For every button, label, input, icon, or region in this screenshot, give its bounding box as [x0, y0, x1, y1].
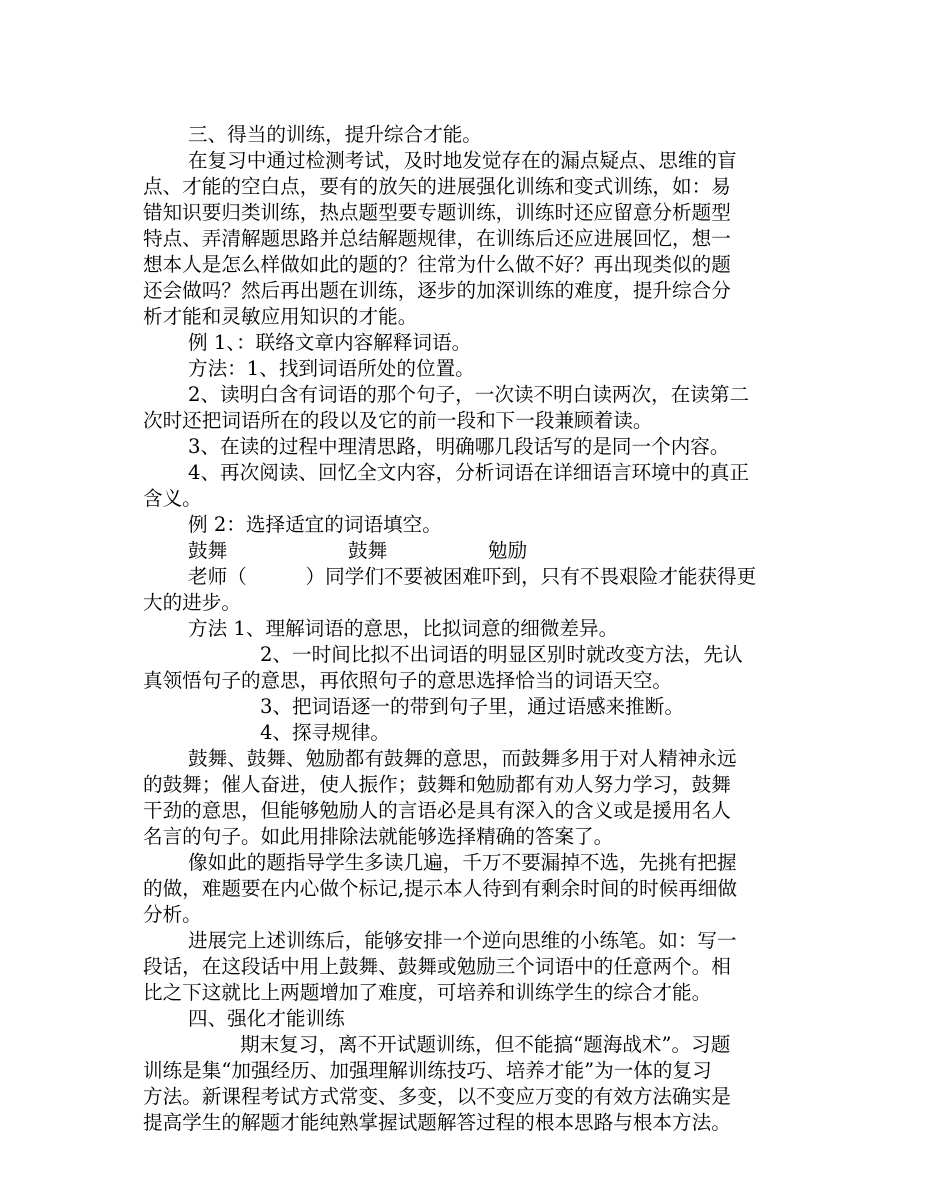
paragraph-line: 的鼓舞；催人奋进，使人振作；鼓舞和勉励都有劝人努力学习，鼓舞 — [143, 773, 731, 796]
section-heading-3: 三、得当的训练，提升综合才能。 — [188, 123, 482, 146]
method-line: 3、把词语逐一的带到句子里，通过语感来推断。 — [260, 695, 684, 718]
paragraph-line: 段话，在这段话中用上鼓舞、鼓舞或勉励三个词语中的任意两个。相 — [143, 955, 731, 978]
paragraph-line: 像如此的题指导学生多读几遍，千万不要漏掉不选，先挑有把握 — [188, 851, 737, 874]
paragraph-line: 还会做吗？然后再出题在训练，逐步的加深训练的难度，提升综合分 — [143, 279, 731, 302]
section-heading-4: 四、强化才能训练 — [188, 1007, 345, 1030]
paragraph-line: 在复习中通过检测考试，及时地发觉存在的漏点疑点、思维的盲 — [188, 149, 737, 172]
paragraph-line: 3、在读的过程中理清思路，明确哪几段话写的是同一个内容。 — [188, 435, 730, 458]
paragraph-line: 鼓舞、鼓舞、勉励都有鼓舞的意思，而鼓舞多用于对人精神永远 — [188, 747, 737, 770]
paragraph-line: 次时还把词语所在的段以及它的前一段和下一段兼顾着读。 — [143, 409, 653, 432]
paragraph-line: 比之下这就比上两题增加了难度，可培养和训练学生的综合才能。 — [143, 981, 712, 1004]
paragraph-line: 名言的句子。如此用排除法就能够选择精确的答案了。 — [143, 825, 614, 848]
paragraph-line: 大的进步。 — [143, 591, 241, 614]
paragraph-line: 错知识要归类训练，热点题型要专题训练，训练时还应留意分析题型 — [143, 201, 731, 224]
example-1-heading: 例 1、：联络文章内容解释词语。 — [188, 331, 472, 354]
method-line: 2、一时间比拟不出词语的明显区别时就改变方法，先认 — [260, 643, 743, 666]
paragraph-line: 期末复习，离不开试题训练，但不能搞“题海战术”。习题 — [240, 1033, 731, 1056]
method-line: 方法 1、理解词语的意思，比拟词意的细微差异。 — [188, 617, 619, 640]
example-2-heading: 例 2：选择适宜的词语填空。 — [188, 513, 442, 536]
paragraph-line: 4、再次阅读、回忆全文内容，分析词语在详细语言环境中的真正 — [188, 461, 750, 484]
paragraph-line: 点、才能的空白点，要有的放矢的进展强化训练和变式训练，如：易 — [143, 175, 731, 198]
paragraph-line: 的做，难题要在内心做个标记,提示本人待到有剩余时间的时候再细做 — [143, 877, 738, 900]
paragraph-line: 2、读明白含有词语的那个句子，一次读不明白读两次，在读第二 — [188, 383, 750, 406]
paragraph-line: 提高学生的解题才能纯熟掌握试题解答过程的根本思路与根本方法。 — [143, 1111, 731, 1134]
fill-in-sentence: 老师（ ）同学们不要被困难吓到，只有不畏艰险才能获得更 — [188, 565, 757, 588]
paragraph-line: 含义。 — [143, 487, 202, 510]
method-line: 4、探寻规律。 — [260, 721, 391, 744]
paragraph-line: 进展完上述训练后，能够安排一个逆向思维的小练笔。如：写一 — [188, 929, 737, 952]
word-options — [188, 538, 588, 564]
paragraph-line: 方法。新课程考试方式常变、多变，以不变应万变的有效方法确实是 — [143, 1085, 731, 1108]
paragraph-line: 真领悟句子的意思，再依照句子的意思选择恰当的词语天空。 — [143, 669, 673, 692]
method-line: 方法：1、找到词语所处的位置。 — [188, 357, 475, 380]
paragraph-line: 分析。 — [143, 903, 202, 926]
option-word: 勉励 — [488, 539, 528, 562]
option-word: 鼓舞 — [188, 539, 228, 562]
paragraph-line: 析才能和灵敏应用知识的才能。 — [143, 305, 418, 328]
paragraph-line: 特点、弄清解题思路并总结解题规律，在训练后还应进展回忆，想一 — [143, 227, 731, 250]
paragraph-line: 训练是集“加强经历、加强理解训练技巧、培养才能”为一体的复习 — [143, 1059, 712, 1082]
paragraph-line: 想本人是怎么样做如此的题的？往常为什么做不好？再出现类似的题 — [143, 253, 731, 276]
paragraph-line: 干劲的意思，但能够勉励人的言语必是具有深入的含义或是援用名人 — [143, 799, 731, 822]
option-word: 鼓舞 — [348, 539, 388, 562]
